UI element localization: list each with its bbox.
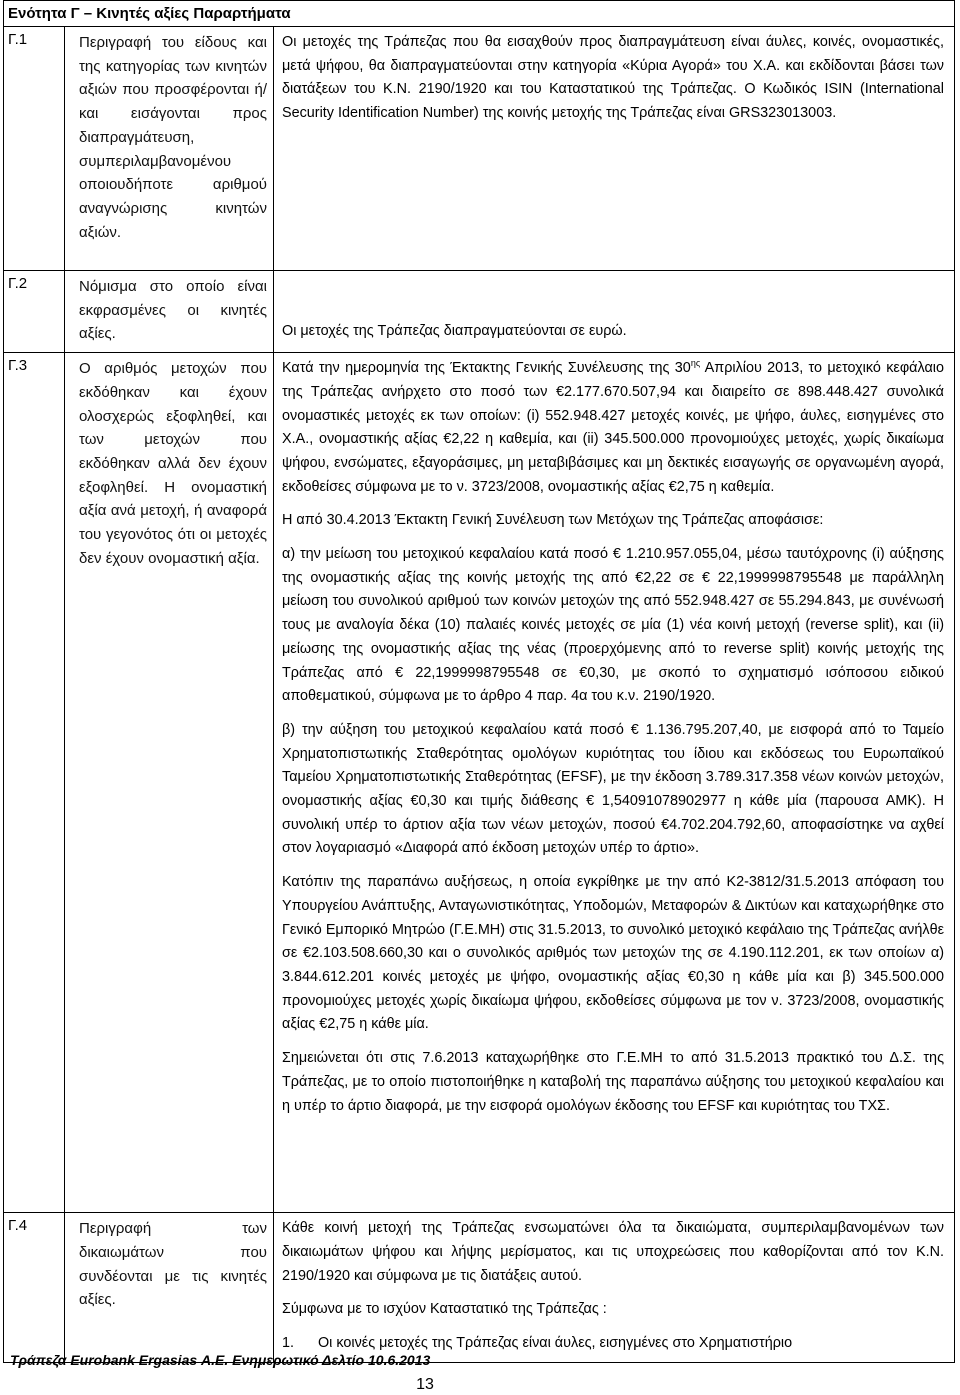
page-number: 13 [416,1376,434,1393]
paragraph: 1. Οι κοινές μετοχές της Τράπεζας είναι άυλες, εισηγμένες στο Χρηματιστήριο [282,1334,793,1351]
row-content [274,1213,955,1363]
paragraph: β) την αύξηση του μετοχικού κεφαλαίου κατά ποσό € 1.136.795.207,40, με εισφορά από το Ταμείο Χρηματοπιστωτικής Σταθερότητας ομολόγων κυριότητας του ίδιου και εκδόσεως του Ευρωπαϊκού Ταμείου Χρηματοπιστωτικής Σταθερότητας (EFSF), με την έκδοση 3.789.317.358 νέων κοινών μετοχών, ονομαστικής αξίας €0,30 και τιμής διάθεσης € 1,54091078902977 η κάθε μία (παρουσα ΑΜΚ). Η συνολική υπέρ το άρτιον αξία των νέων μετοχών, ποσού €4.702.204.792,60, αποφασίστηκε να αχθεί στον λογαριασμό «Διαφορά από έκδοση μετοχών υπέρ το άρτιο». [282,721,944,857]
row-number: Γ.1 [4,27,65,271]
paragraph: Κατά την ημερομηνία της Έκτακτης Γενικής Συνέλευσης της $30^{\eta\varsigma}$ Απριλίου 2013, το μετοχικό κεφάλαιο της Τράπεζας ανήρχετο στο ποσό των €2.177.670.507,94 και διαιρείτο σε 898.448.427 συνολικά ονομαστικές μετοχές εκ των οποίων: (i) 552.948.427 μετοχές κοινές, με ψήφο, άυλες, εισηγμένες στο Χ.Α., ονομαστικής αξίας €2,22 η καθεμία, και (ii) 345.500.000 προνομιούχες μετοχές, χωρίς δικαίωμα ψήφου, ενσώματες, εξαγοράσιμες, μη μεταβιβάσιμες και μη δεκτικές εισαγωγής σε οργανωμένη αγορά, εκδοθείσες σύμφωνα με το ν. 3723/2008, ονομαστικής αξίας €2,75 η καθεμία. [282,358,944,495]
paragraph: α) την μείωση του μετοχικού κεφαλαίου κατά ποσό € 1.210.957.055,04, μέσω ταυτόχρονης (i) αύξησης της ονομαστικής αξίας της κοινής μετοχής της από €2,22 σε € 22,1999998795548 με παράλληλη μείωση του συνολικού αριθμού των κοινών μετοχών της από 552.948.427 σε 55.294.843, με συνένωσή τους με αναλογία δέκα (10) παλαιές κοινές μετοχές σε μία (1) νέα κοινή μετοχή (reverse split), και (ii) μείωσης της ονομαστικής αξίας της νέας (προερχόμενης από το reverse split) κοινής μετοχής της Τράπεζας από € 22,1999998795548 σε €0,30, με σκοπό το σχηματισμό ισόποσου ειδικού αποθεματικού, σύμφωνα με το άρθρο 4 παρ. 4α του κ.ν. 2190/1920. [282,546,944,705]
table-row [4,353,955,1213]
summary-table [3,26,955,1363]
paragraph: Κάθε κοινή μετοχή της Τράπεζας ενσωματώνει όλα τα δικαιώματα, συμπεριλαμβανομένων των δικαιωμάτων ψήφου και λήψης μερίσματος, και τις υποχρεώσεις που καθορίζονται από τον Κ.Ν. 2190/1920 και σύμφωνα με τις διατάξεις αυτού. [282,1220,944,1284]
paragraph: Κατόπιν της παραπάνω αυξήσεως, η οποία εγκρίθηκε με την από Κ2-3812/31.5.2013 απόφαση του Υπουργείου Ανάπτυξης, Ανταγωνιστικότητας, Υποδομών, Μεταφορών & Δικτύων και καταχωρήθηκε στο Γενικό Εμπορικό Μητρώο (Γ.Ε.ΜΗ) στις 31.5.2013, το συνολικό μετοχικό κεφάλαιο της Τράπεζας ανήλθε σε €2.103.508.660,30 και ο συνολικός αριθμός των μετοχών της σε 4.190.112.201, εκ των οποίων α) 3.844.612.201 κοινές μετοχές με ψήφο, ονομαστικής αξίας €0,30 η κάθε μία και β) 345.500.000 προνομιούχες μετοχές χωρίς δικαίωμα ψήφου, εκδοθείσες σύμφωνα με τον ν. 3723/2008, ονομαστικής αξίας €2,75 η κάθε μία. [282,874,944,1033]
section-header [3,0,955,26]
row-number: Γ.2 [4,271,65,353]
section-title: Ενότητα Γ – Κινητές αξίες Παραρτήματα [8,5,291,22]
row-description [65,271,274,353]
table-row [4,271,955,353]
paragraph: Η από 30.4.2013 Έκτακτη Γενική Συνέλευση των Μετόχων της Τράπεζας αποφάσισε: [282,512,824,529]
paragraph: Οι μετοχές της Τράπεζας που θα εισαχθούν προς διαπραγμάτευση είναι άυλες, κοινές, ονομαστικές, μετά ψήφου, θα διαπραγματεύονται στην κατηγορία «Κύρια Αγορά» του Χ.Α. και εκδίδονται βάσει των διατάξεων του Κ.Ν. 2190/1920 και του Καταστατικού της Τράπεζας. Ο Κωδικός ISIN (International Security Identification Number) της κοινής μετοχής της Τράπεζας είναι GRS323013003. [282,34,944,122]
table-row [4,1213,955,1363]
row-description [65,27,274,271]
table-row [4,27,955,271]
description-text: Περιγραφή των δικαιωμάτων που συνδέονται με τις κινητές αξίες. [79,1220,267,1309]
description-text: Ο αριθμός μετοχών που εκδόθηκαν και έχουν ολοσχερώς εξοφληθεί, και των μετοχών που εκδόθηκαν αλλά δεν έχουν εξοφληθεί. Η ονομαστική αξία ανά μετοχή, ή αναφορά του γεγονότος ότι οι μετοχές δεν έχουν ονομαστική αξία. [79,360,267,567]
row-content [274,27,955,271]
row-description [65,353,274,1213]
paragraph: Σημειώνεται ότι στις 7.6.2013 καταχωρήθηκε στο Γ.Ε.ΜΗ το από 31.5.2013 πρακτικό του Δ.Σ. της Τράπεζας, με το οποίο πιστοποιήθηκε η καταβολή της παραπάνω αύξησης του μετοχικού κεφαλαίου και η υπέρ το άρτιο διαφορά, με την εισφορά ομολόγων έκδοσης του EFSF και κυριότητας του ΤΧΣ. [282,1050,944,1114]
document-footer: Τράπεζα Eurobank Ergasias Α.Ε. Ενημερωτικό Δελτίο 10.6.2013 [10,1352,431,1368]
paragraph: Σύμφωνα με το ισχύον Καταστατικό της Τράπεζας : [282,1301,607,1318]
paragraph: Οι μετοχές της Τράπεζας διαπραγματεύονται σε ευρώ. [282,323,627,339]
description-text: Νόμισμα στο οποίο είναι εκφρασμένες οι κινητές αξίες. [79,278,267,343]
row-number: Γ.3 [4,353,65,1213]
row-content [274,271,955,353]
row-number: Γ.4 [4,1213,65,1363]
row-description [65,1213,274,1363]
row-content [274,353,955,1213]
description-text: Περιγραφή του είδους και της κατηγορίας των κινητών αξιών που προσφέρονται ή/και εισάγονται προς διαπραγμάτευση, συμπεριλαμβανομένου οποιουδήποτε αριθμού αναγνώρισης κινητών αξιών. [79,34,267,241]
